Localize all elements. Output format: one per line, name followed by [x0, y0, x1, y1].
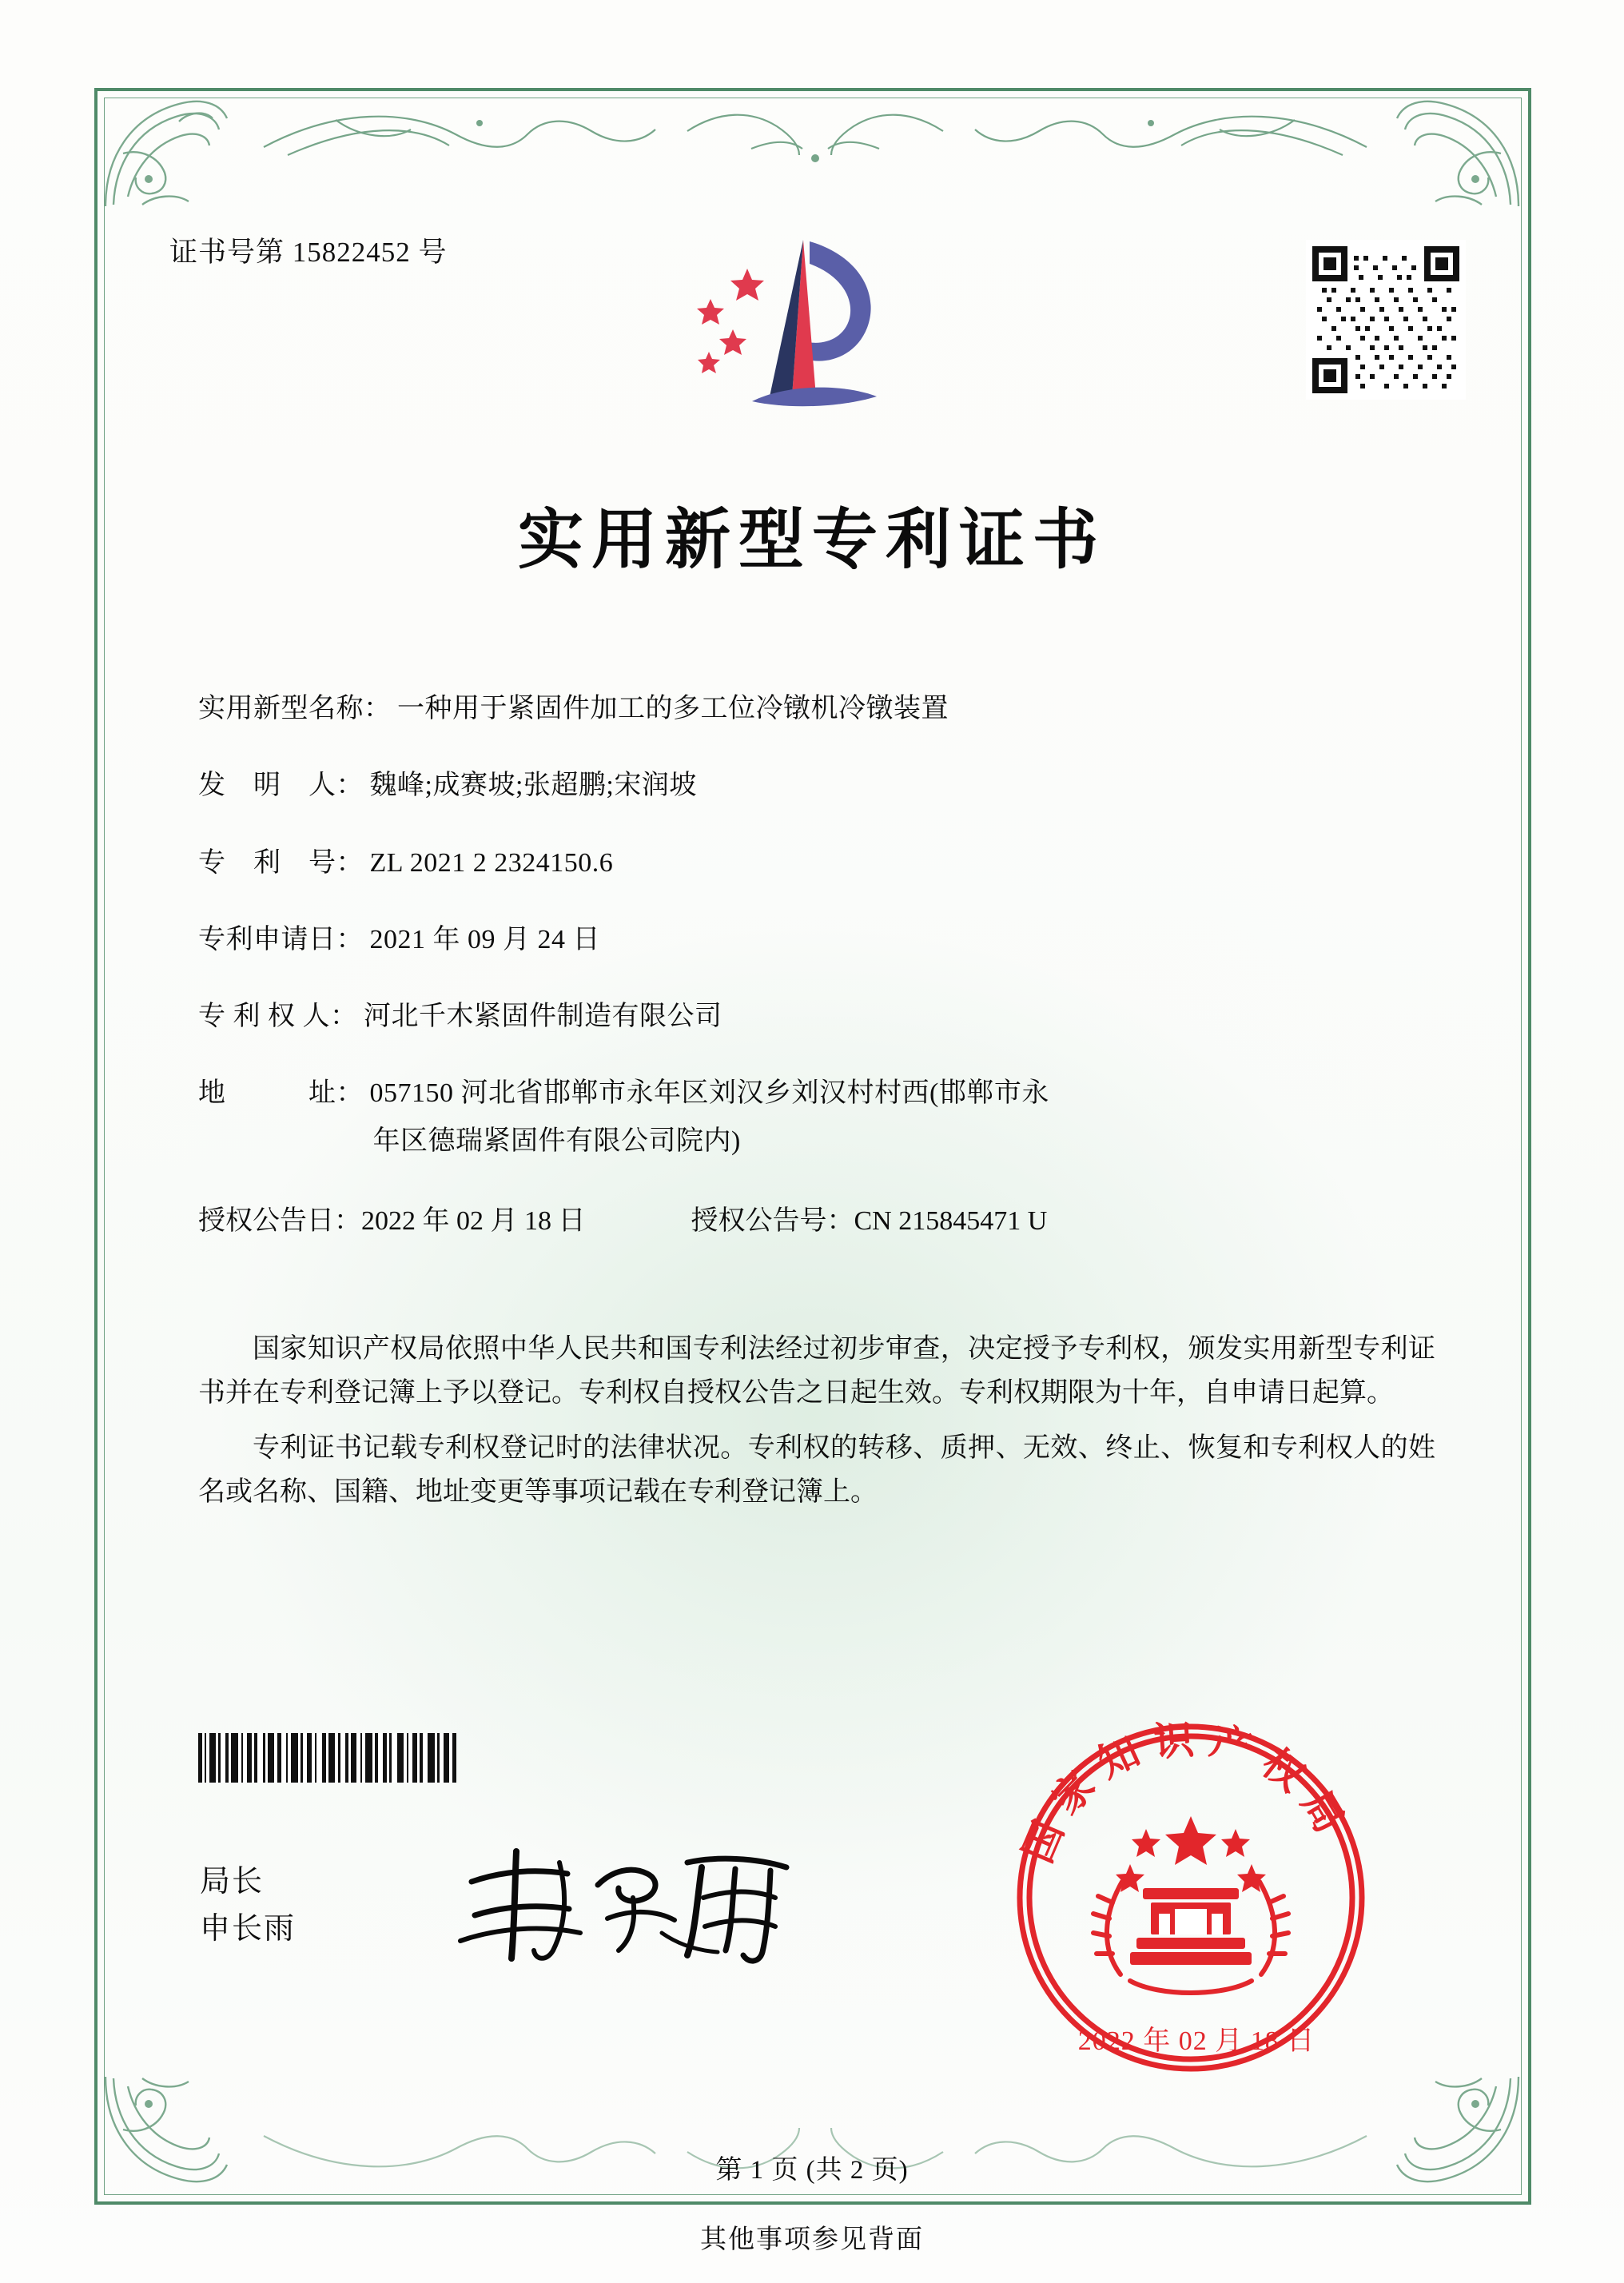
field-label: 发 明 人	[198, 771, 336, 801]
address-line-1: 057150 河北省邯郸市永年区刘汉乡刘汉村村西(邯郸市永	[369, 1078, 1049, 1109]
footnote: 其他事项参见背面	[700, 2225, 924, 2254]
field-row-patentee	[198, 997, 1429, 1036]
grant-number-value: CN 215845471 U	[854, 1206, 1048, 1237]
address-line-2: 年区德瑞紧固件有限公司院内)	[372, 1126, 741, 1156]
field-label: 专利申请日	[198, 924, 336, 954]
page-title: 实用新型专利证书	[517, 501, 1106, 578]
ornament-band-top	[240, 99, 1391, 168]
field-label: 实用新型名称	[198, 694, 364, 723]
field-label: 地 址	[198, 1078, 336, 1109]
field-label: 专 利 号	[198, 847, 336, 878]
corner-ornament-top-right	[1389, 93, 1525, 213]
field-label: 专 利 权 人	[198, 1002, 330, 1032]
field-row-grant	[198, 1198, 1429, 1237]
seal-date: 2022 年 02 月 18 日	[1077, 2026, 1316, 2056]
grant-number-segment	[691, 1198, 1048, 1237]
field-colon: ：	[336, 924, 364, 954]
barcode-icon	[198, 1733, 622, 1783]
grant-date-segment	[198, 1198, 586, 1237]
paragraph-1: 国家知识产权局依照中华人民共和国专利法经过初步审查，决定授予专利权，颁发实用新型专利证书并在专利登记簿上予以登记。专利权自授权公告之日起生效。专利权期限为十年，自申请日起算。	[198, 1334, 1435, 1408]
field-row-patent-number	[198, 843, 1429, 883]
field-value: 2021 年 09 月 24 日	[369, 924, 600, 954]
field-row-address	[198, 1074, 1429, 1161]
field-row-inventors	[198, 766, 1429, 805]
page-number: 第 1 页 (共 2 页)	[715, 2156, 909, 2185]
grant-date-label: 授权公告日	[198, 1206, 334, 1237]
field-colon: ：	[336, 771, 364, 801]
field-colon: ：	[364, 694, 391, 723]
field-value: 河北千木紧固件制造有限公司	[364, 1002, 722, 1032]
paragraph-2: 专利证书记载专利权登记时的法律状况。专利权的转移、质押、无效、终止、恢复和专利权人的姓名或名称、国籍、地址变更等事项记载在专利登记簿上。	[198, 1433, 1435, 1508]
handwritten-signature-icon	[448, 1839, 823, 1966]
signature-block	[200, 1859, 296, 1953]
svg-text:国家知识产权局: 国家知识产权局	[1013, 1717, 1360, 1870]
legal-text	[198, 1327, 1435, 1525]
field-value: 魏峰;成赛坡;张超鹏;宋润坡	[369, 771, 697, 801]
certificate-number: 证书号第 15822452 号	[169, 237, 448, 268]
field-row-name	[198, 689, 1429, 728]
field-colon: ：	[336, 1078, 364, 1109]
signature-name: 申长雨	[200, 1911, 297, 1946]
qr-code-icon	[1306, 240, 1466, 400]
corner-ornament-top-left	[99, 93, 235, 213]
field-value: ZL 2021 2 2324150.6	[369, 847, 614, 878]
patent-office-logo-icon	[675, 232, 931, 424]
field-value-multiline	[370, 1074, 1430, 1161]
signature-role: 局长	[200, 1865, 265, 1899]
grant-date-colon: ：	[334, 1206, 361, 1237]
grant-date-value: 2022 年 02 月 18 日	[361, 1206, 586, 1237]
field-list	[198, 689, 1429, 1245]
field-row-application-date	[198, 920, 1429, 959]
field-colon: ：	[330, 1002, 357, 1032]
field-colon: ：	[336, 847, 364, 878]
grant-number-colon: ：	[826, 1206, 854, 1237]
field-value: 一种用于紧固件加工的多工位冷镦机冷镦装置	[397, 694, 949, 723]
grant-number-label: 授权公告号	[691, 1206, 827, 1237]
